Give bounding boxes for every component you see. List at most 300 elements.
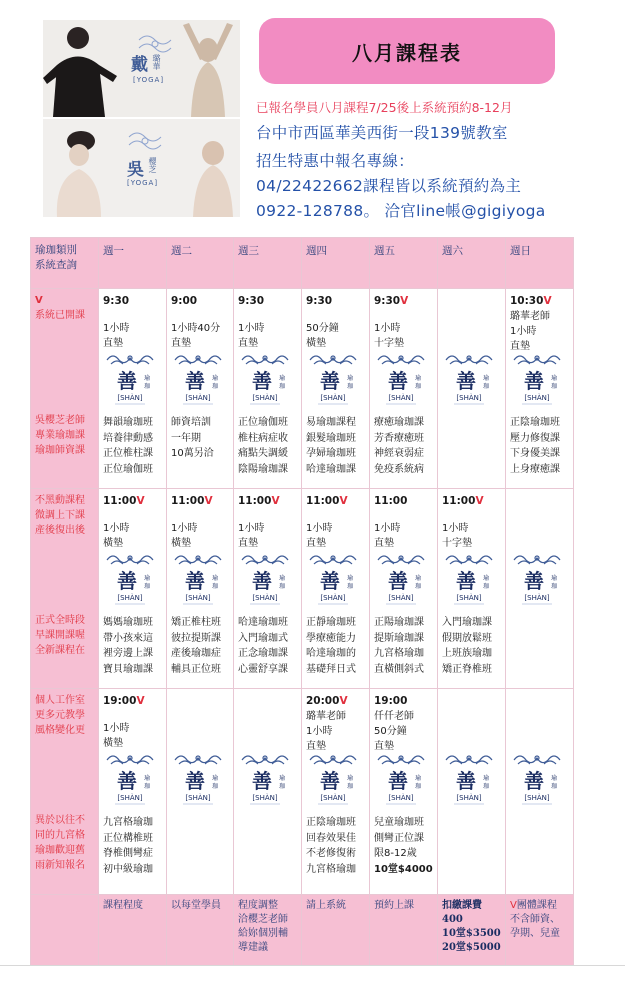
footer-line: 給妳個別輔	[238, 928, 288, 939]
svg-text:[SHÀN]: [SHÀN]	[524, 594, 550, 602]
class-description-line: 寶貝瑜珈課	[103, 663, 153, 675]
class-time	[306, 493, 366, 509]
opened-mark: V	[543, 295, 552, 307]
class-description-line: 壓力修復課	[510, 432, 560, 444]
class-duration: 1小時	[442, 523, 469, 534]
svg-text:善: 善	[388, 569, 408, 593]
footer-line	[510, 899, 569, 913]
class-duration: 1小時	[103, 323, 130, 334]
svg-text:善: 善	[456, 369, 476, 393]
class-description-line: 正位構椎班	[103, 832, 153, 844]
class-time	[510, 493, 570, 509]
class-duration: 50分鐘	[374, 726, 407, 737]
class-cell	[438, 289, 506, 489]
svg-text:善: 善	[524, 369, 544, 393]
class-description-line: 正念瑜珈課	[238, 648, 288, 659]
page-divider	[0, 965, 625, 966]
shan-yoga-logo	[173, 752, 223, 810]
svg-text:珈: 珈	[211, 383, 219, 390]
footer-line: 請上系統	[306, 900, 346, 911]
class-duration: 1小時	[103, 723, 130, 734]
class-description-line: 限8-12歲	[374, 848, 417, 859]
day-header: 週二	[167, 238, 234, 289]
class-description-line: 九宮格瑜珈	[374, 648, 424, 659]
svg-text:瑜: 瑜	[278, 575, 286, 582]
class-duration: 1小時	[510, 326, 537, 337]
class-mat: 橫墊	[103, 538, 123, 549]
svg-text:珈: 珈	[346, 583, 354, 590]
day-header: 週四	[302, 238, 370, 289]
class-time-value: 19:00	[374, 695, 408, 707]
svg-text:瑜: 瑜	[346, 575, 354, 582]
class-description-line: 基礎拜日式	[306, 663, 356, 675]
svg-text:珈: 珈	[346, 783, 354, 790]
opened-mark: V	[136, 695, 145, 707]
class-description-line: 直橫側斜式	[374, 663, 424, 675]
shan-yoga-logo	[173, 552, 223, 610]
class-time-value: 9:30	[374, 295, 401, 307]
footer-line: 以每堂學員	[171, 900, 221, 911]
svg-text:珈: 珈	[550, 783, 558, 790]
class-description-line: 神經衰弱症	[374, 448, 424, 459]
svg-text:瑜: 瑜	[278, 775, 286, 782]
class-time	[442, 493, 502, 509]
svg-text:善: 善	[117, 369, 137, 393]
teacher-photo-1	[43, 20, 240, 117]
class-mat: 橫墊	[306, 338, 326, 349]
teacher-1-name: 戴	[131, 55, 148, 75]
svg-text:瑜: 瑜	[550, 775, 558, 782]
svg-text:[SHÀN]: [SHÀN]	[185, 794, 211, 802]
class-description-line: 回春效果佳	[306, 832, 356, 844]
class-cell	[234, 689, 302, 895]
footer-line: 孕期、兒童	[510, 928, 560, 939]
shan-yoga-logo	[512, 752, 562, 810]
row-label-cell	[31, 489, 99, 689]
class-description-line: 正位瑜伽班	[238, 417, 288, 428]
class-mat: 直墊	[374, 741, 394, 752]
row-label-top-line: 風格變化更	[35, 725, 85, 736]
svg-text:[SHÀN]: [SHÀN]	[524, 794, 550, 802]
class-description-line: 九宮格瑜珈	[103, 817, 153, 828]
footer-cell	[438, 895, 506, 966]
row-label-bottom-line: 瑜珈師資課	[35, 445, 85, 456]
footer-line: 程度調整	[238, 900, 278, 911]
class-description	[238, 615, 299, 677]
svg-text:珈: 珈	[278, 383, 286, 390]
footer-row	[31, 895, 574, 966]
svg-text:瑜: 瑜	[550, 575, 558, 582]
row-label-top-line: 系統已開課	[35, 310, 85, 321]
class-description-line: 九宮格瑜珈	[306, 863, 356, 875]
class-description-line: 脊椎側彎症	[103, 848, 153, 859]
class-description-line: 培養律動感	[103, 432, 153, 444]
row-label-bottom-line: 早課開課喔	[35, 630, 85, 641]
row-label-top-line: V	[35, 295, 43, 306]
class-time-value: 9:30	[306, 295, 333, 307]
svg-text:瑜: 瑜	[414, 375, 422, 382]
class-duration: 1小時	[171, 523, 198, 534]
class-description-line: 正位瑜伽班	[103, 463, 153, 475]
class-cell	[438, 689, 506, 895]
class-time	[442, 693, 502, 709]
class-description-line: 哈達瑜珈班	[238, 617, 288, 628]
class-time	[306, 693, 366, 709]
class-mat: 直墊	[171, 338, 191, 349]
class-description-line: 輔具正位班	[171, 663, 221, 675]
schedule-title: 八月課程表	[259, 18, 555, 84]
class-description-line: 正陰瑜珈班	[306, 817, 356, 828]
svg-text:珈: 珈	[414, 583, 422, 590]
footer-line: 洽櫻芝老師	[238, 914, 288, 925]
class-mat: 橫墊	[171, 538, 191, 549]
class-duration: 1小時	[306, 523, 333, 534]
class-description-line: 易瑜珈課程	[306, 417, 356, 428]
svg-text:[SHÀN]: [SHÀN]	[388, 394, 414, 402]
svg-text:[SHÀN]: [SHÀN]	[456, 594, 482, 602]
class-mat: 直墊	[510, 341, 530, 352]
class-duration: 1小時	[103, 523, 130, 534]
svg-text:善: 善	[252, 569, 272, 593]
class-description-line: 椎柱病症收	[238, 432, 288, 444]
row-label-bottom-line: 正式全時段	[35, 615, 85, 626]
class-description	[374, 815, 435, 877]
class-time-value: 11:00	[374, 495, 408, 507]
class-description-line: 裡旁邊上課	[103, 648, 153, 659]
class-mat: 橫墊	[103, 738, 123, 749]
opened-mark: V	[339, 695, 348, 707]
shan-yoga-logo	[308, 352, 358, 410]
svg-text:善: 善	[388, 769, 408, 793]
svg-text:善: 善	[456, 769, 476, 793]
class-description-line: 彼拉提斯課	[171, 632, 221, 644]
svg-text:珈: 珈	[278, 583, 286, 590]
contact-line: 0922-128788。 洽官line帳@gigiyoga	[256, 202, 546, 220]
svg-text:善: 善	[117, 769, 137, 793]
class-description	[510, 415, 571, 477]
svg-text:瑜: 瑜	[414, 775, 422, 782]
class-cell	[302, 489, 370, 689]
class-duration: 1小時	[374, 323, 401, 334]
svg-text:珈: 珈	[211, 783, 219, 790]
class-description-line: 媽媽瑜珈班	[103, 617, 153, 628]
svg-text:[SHÀN]: [SHÀN]	[252, 394, 278, 402]
class-cell	[506, 689, 574, 895]
row-label-top-line: 微調上下課	[35, 510, 85, 521]
svg-text:瑜: 瑜	[482, 375, 490, 382]
svg-text:[SHÀN]: [SHÀN]	[320, 594, 346, 602]
svg-text:[SHÀN]: [SHÀN]	[320, 394, 346, 402]
svg-text:瑜: 瑜	[143, 575, 151, 582]
svg-text:善: 善	[252, 369, 272, 393]
svg-text:珈: 珈	[143, 583, 151, 590]
class-teacher: 璐華老師	[510, 311, 550, 322]
shan-yoga-logo	[376, 552, 426, 610]
class-mat: 直墊	[103, 338, 123, 349]
footer-label-cell	[31, 895, 99, 966]
class-time-value: 11:00	[442, 495, 476, 507]
svg-text:善: 善	[388, 369, 408, 393]
class-description-line: 師資培訓	[171, 417, 211, 428]
row-label-top-line: 更多元教學	[35, 710, 85, 721]
class-time-value: 9:30	[103, 295, 130, 307]
class-description-line: 銀髮瑜珈班	[306, 432, 356, 444]
row-label-cell	[31, 289, 99, 489]
svg-text:瑜: 瑜	[143, 375, 151, 382]
class-time	[171, 293, 230, 309]
class-cell	[370, 289, 438, 489]
svg-text:[SHÀN]: [SHÀN]	[388, 794, 414, 802]
svg-text:善: 善	[185, 569, 205, 593]
class-description-line: 假期放鬆班	[442, 632, 492, 644]
class-cell	[438, 489, 506, 689]
shan-yoga-logo	[444, 352, 494, 410]
class-description	[306, 615, 367, 677]
row-label-bottom-line: 瑜珈歡迎舊	[35, 845, 85, 856]
class-time	[238, 493, 298, 509]
class-time	[238, 693, 298, 709]
class-mat: 十字墊	[374, 338, 404, 349]
svg-text:瑜: 瑜	[143, 775, 151, 782]
class-description-line: 提斯瑜珈課	[374, 632, 424, 644]
shan-yoga-logo	[173, 352, 223, 410]
svg-text:珈: 珈	[482, 583, 490, 590]
opened-mark: V	[136, 495, 145, 507]
class-time-value: 9:00	[171, 295, 198, 307]
class-description-line: 孕婦瑜珈班	[306, 448, 356, 459]
class-time-value: 19:00	[103, 695, 137, 707]
class-duration: 50分鐘	[306, 323, 339, 334]
day-header: 週三	[234, 238, 302, 289]
schedule-table	[30, 237, 574, 966]
opened-mark: V	[475, 495, 484, 507]
class-description	[103, 415, 164, 477]
svg-text:善: 善	[185, 369, 205, 393]
shan-yoga-logo	[240, 352, 290, 410]
day-header: 週一	[99, 238, 167, 289]
svg-text:善: 善	[252, 769, 272, 793]
svg-text:珈: 珈	[143, 383, 151, 390]
enrollment-line: 招生特惠中報名專線：	[256, 152, 415, 170]
class-description-line: 芳香療癒班	[374, 432, 424, 444]
footer-line: 400	[442, 914, 463, 925]
svg-text:珈: 珈	[550, 583, 558, 590]
svg-text:[SHÀN]: [SHÀN]	[252, 794, 278, 802]
teacher-2-name: 吳	[127, 160, 144, 180]
row-label-bottom-line: 雨新知報名	[35, 860, 85, 871]
class-mat: 直墊	[306, 538, 326, 549]
class-duration: 1小時	[374, 523, 401, 534]
schedule-row	[31, 289, 574, 489]
group-v-mark: V	[510, 900, 517, 911]
class-mat: 直墊	[374, 538, 394, 549]
svg-text:善: 善	[320, 569, 340, 593]
shan-yoga-logo	[376, 752, 426, 810]
opened-mark: V	[271, 495, 280, 507]
class-description-line: 側彎正位課	[374, 832, 424, 844]
footer-cell	[370, 895, 438, 966]
class-description	[171, 415, 231, 462]
day-header: 週五	[370, 238, 438, 289]
class-description-line: 正位椎柱課	[103, 448, 153, 459]
class-description-line: 入門瑜珈課	[442, 617, 492, 628]
svg-text:瑜: 瑜	[482, 775, 490, 782]
class-time-value: 9:30	[238, 295, 265, 307]
footer-line: 導建議	[238, 942, 268, 953]
class-time-value: 20:00	[306, 695, 340, 707]
svg-text:瑜: 瑜	[550, 375, 558, 382]
footer-cell	[234, 895, 302, 966]
svg-text:珈: 珈	[482, 783, 490, 790]
svg-text:瑜: 瑜	[482, 575, 490, 582]
class-description-line: 矯正脊椎班	[442, 663, 492, 675]
row-label-bottom-line: 吳櫻芝老師	[35, 415, 85, 426]
class-description-line: 10萬另洽	[171, 448, 214, 459]
class-description	[306, 415, 367, 477]
class-cell	[506, 489, 574, 689]
class-cell	[302, 289, 370, 489]
svg-text:善: 善	[524, 769, 544, 793]
footer-line: 20堂$5000	[442, 942, 501, 953]
class-time-value: 11:00	[306, 495, 340, 507]
class-cell	[167, 689, 234, 895]
class-duration: 1小時	[238, 323, 265, 334]
footer-cell	[506, 895, 574, 966]
footer-line: 扣繳課費	[442, 900, 482, 911]
class-time	[103, 493, 163, 509]
class-time	[171, 493, 230, 509]
class-description-line: 上身療癒課	[510, 463, 560, 475]
class-description-line: 矯正椎柱班	[171, 617, 221, 628]
class-description-line: 學療癒能力	[306, 632, 356, 644]
shan-yoga-logo	[105, 352, 155, 410]
opened-mark: V	[400, 295, 409, 307]
class-cell	[167, 289, 234, 489]
row-label-bottom-line: 專業瑜珈課	[35, 430, 85, 441]
row-label-top-line: 產後復出後	[35, 525, 85, 536]
class-cell	[234, 489, 302, 689]
shan-yoga-logo	[376, 352, 426, 410]
class-description-line: 產後瑜珈症	[171, 648, 221, 659]
class-mat: 直墊	[238, 338, 258, 349]
svg-text:善: 善	[320, 369, 340, 393]
class-mat: 直墊	[306, 741, 326, 752]
class-cell	[99, 689, 167, 895]
opened-mark: V	[339, 495, 348, 507]
class-time	[103, 693, 163, 709]
opened-mark: V	[204, 495, 213, 507]
class-cell	[99, 289, 167, 489]
row-label-cell	[31, 689, 99, 895]
svg-text:善: 善	[524, 569, 544, 593]
teacher-1-tag: [YOGA]	[133, 76, 165, 84]
svg-text:瑜: 瑜	[211, 575, 219, 582]
class-cell	[506, 289, 574, 489]
class-description	[374, 415, 435, 477]
svg-text:瑜: 瑜	[346, 775, 354, 782]
class-cell	[302, 689, 370, 895]
svg-text:[SHÀN]: [SHÀN]	[524, 394, 550, 402]
shan-yoga-logo	[308, 552, 358, 610]
footer-cell	[302, 895, 370, 966]
footer-cell	[99, 895, 167, 966]
class-description-line: 帶小孩來這	[103, 632, 153, 644]
class-duration: 1小時	[238, 523, 265, 534]
address-line: 台中市西區華美西街一段139號教室	[256, 124, 508, 142]
teacher-1-sub: 璐華	[152, 54, 161, 70]
shan-yoga-logo	[444, 752, 494, 810]
class-description	[442, 615, 503, 677]
class-description-line: 正靜瑜珈班	[306, 617, 356, 628]
schedule-row	[31, 689, 574, 895]
class-description-line: 不老修復術	[306, 848, 356, 859]
booking-notice: 已報名學員八月課程7/25後上系統預約8-12月	[256, 100, 513, 115]
group-course-label: 團體課程	[516, 900, 557, 911]
svg-text:[SHÀN]: [SHÀN]	[117, 594, 143, 602]
class-description	[374, 615, 435, 677]
corner-line-1: 瑜珈類別	[35, 244, 77, 256]
svg-text:珈: 珈	[211, 583, 219, 590]
class-time	[103, 293, 163, 309]
class-description-line: 舞韻瑜珈班	[103, 417, 153, 428]
class-time-value: 11:00	[238, 495, 272, 507]
class-time	[510, 693, 570, 709]
teacher-2-tag: [YOGA]	[127, 179, 159, 187]
class-description-line: 兒童瑜珈班	[374, 817, 424, 828]
svg-text:[SHÀN]: [SHÀN]	[320, 794, 346, 802]
class-description-line: 下身優美課	[510, 448, 560, 459]
class-description	[306, 815, 367, 877]
class-description-line: 哈達瑜珈課	[306, 463, 356, 475]
teacher-2-sub: 櫻芝	[148, 157, 157, 173]
row-label-bottom-line: 同的九宮格	[35, 830, 85, 841]
class-cell	[370, 689, 438, 895]
svg-text:[SHÀN]: [SHÀN]	[456, 794, 482, 802]
row-label-bottom-line: 全新課程在	[35, 645, 85, 656]
class-mat: 直墊	[238, 538, 258, 549]
svg-text:[SHÀN]: [SHÀN]	[185, 594, 211, 602]
class-time	[374, 693, 434, 709]
class-description-line: 10堂$4000	[374, 863, 433, 875]
svg-text:[SHÀN]: [SHÀN]	[185, 394, 211, 402]
svg-text:善: 善	[185, 769, 205, 793]
svg-text:珈: 珈	[278, 783, 286, 790]
svg-text:瑜: 瑜	[211, 775, 219, 782]
class-time	[238, 293, 298, 309]
footer-line: 課程程度	[103, 900, 143, 911]
class-description	[103, 615, 164, 677]
svg-text:善: 善	[117, 569, 137, 593]
day-header: 週日	[506, 238, 574, 289]
shan-yoga-logo	[308, 752, 358, 810]
day-header: 週六	[438, 238, 506, 289]
phone-line: 04/22422662課程皆以系統預約為主	[256, 177, 522, 195]
class-description-line: 心靈舒享課	[238, 663, 288, 675]
row-label-top-line: 不黑動課程	[35, 495, 85, 506]
footer-line: 預約上課	[374, 900, 414, 911]
schedule-row	[31, 489, 574, 689]
row-label-top-line: 個人工作室	[35, 695, 85, 706]
class-mat: 十字墊	[442, 538, 472, 549]
shan-yoga-logo	[105, 752, 155, 810]
svg-text:[SHÀN]: [SHÀN]	[388, 594, 414, 602]
svg-text:瑜: 瑜	[414, 575, 422, 582]
class-duration: 1小時40分	[171, 323, 221, 334]
shan-yoga-logo	[240, 552, 290, 610]
svg-text:珈: 珈	[414, 783, 422, 790]
class-description-line: 入門瑜珈式	[238, 632, 288, 644]
svg-text:瑜: 瑜	[211, 375, 219, 382]
